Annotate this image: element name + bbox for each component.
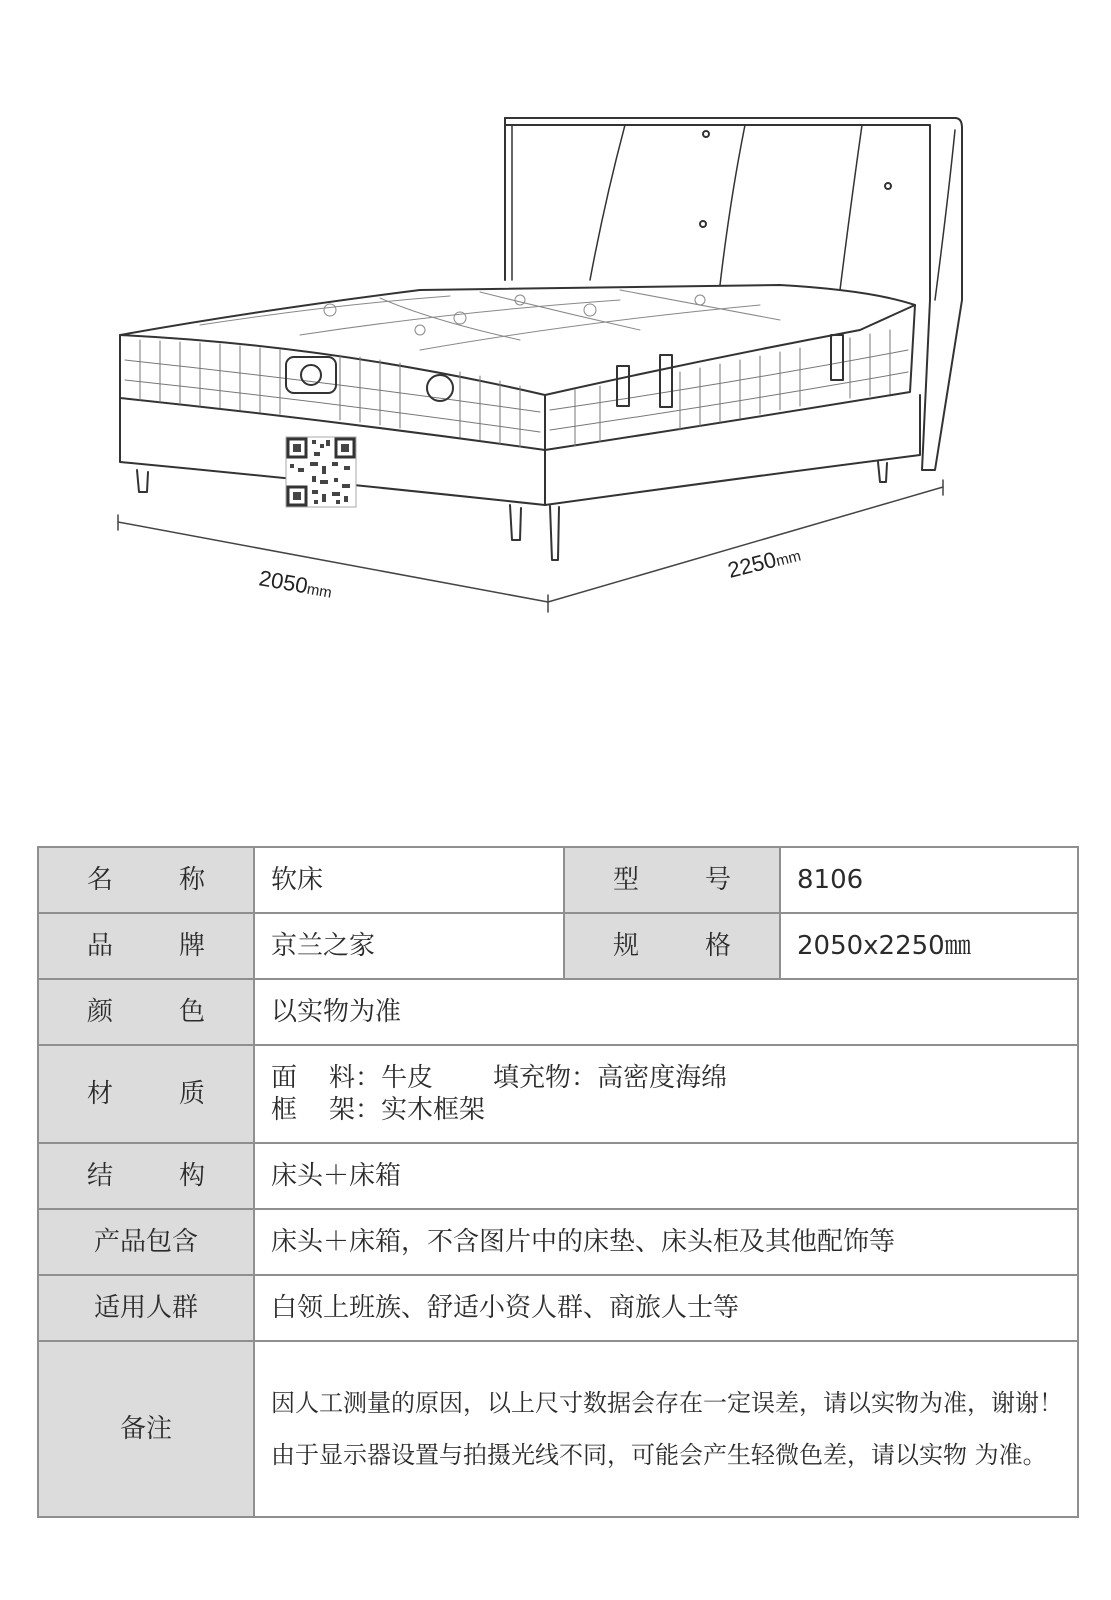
- material-value: [254, 1045, 1078, 1143]
- model-label-text: 型 号: [613, 864, 731, 895]
- filling-value: 高密度海绵: [597, 1062, 728, 1093]
- mattress: [120, 285, 915, 450]
- name-label-text: 名 称: [87, 864, 205, 895]
- notes-value: [254, 1341, 1078, 1517]
- audience-label: 适用人群: [38, 1275, 254, 1341]
- model-label: [564, 847, 780, 913]
- table-row: [38, 979, 1078, 1045]
- bed-illustration: [0, 0, 1111, 640]
- brand-label: [38, 913, 254, 979]
- table-row: [38, 847, 1078, 913]
- size-label-text: 规 格: [613, 930, 731, 961]
- frame-value: 实木框架: [381, 1095, 486, 1125]
- fabric-value: 牛皮: [381, 1062, 434, 1093]
- material-label: [38, 1045, 254, 1143]
- table-row: [38, 913, 1078, 979]
- color-label: [38, 979, 254, 1045]
- headboard: [505, 118, 962, 470]
- package-value: 床头＋床箱，不含图片中的床垫、床头柜及其他配饰等: [254, 1209, 1078, 1275]
- table-row: [38, 1143, 1078, 1209]
- name-value: 软床: [254, 847, 564, 913]
- brand-value: 京兰之家: [254, 913, 564, 979]
- package-label: 产品包含: [38, 1209, 254, 1275]
- table-row: [38, 1341, 1078, 1517]
- brand-label-text: 品 牌: [87, 930, 205, 961]
- note-line-1: 因人工测量的原因，以上尺寸数据会存在一定误差，请以实物为准，谢谢！: [271, 1389, 1063, 1417]
- dimension-lines: [118, 480, 943, 612]
- length-dimension-label: 2250mm: [725, 546, 803, 583]
- structure-label: [38, 1143, 254, 1209]
- audience-value: 白领上班族、舒适小资人群、商旅人士等: [254, 1275, 1078, 1341]
- qr-code: [286, 437, 356, 507]
- material-line-2: 框 架 ：实木框架: [271, 1095, 486, 1125]
- spec-table: [37, 846, 1079, 1518]
- structure-label-text: 结 构: [87, 1160, 205, 1191]
- structure-value: 床头＋床箱: [254, 1143, 1078, 1209]
- table-row: [38, 1209, 1078, 1275]
- table-row: [38, 1045, 1078, 1143]
- table-row: [38, 1275, 1078, 1341]
- fabric-key: 面 料: [271, 1062, 355, 1093]
- size-value: 2050x2250㎜: [780, 913, 1078, 979]
- filling-key: 填充物: [493, 1062, 572, 1093]
- material-label-text: 材 质: [87, 1078, 205, 1109]
- note-line-2: 由于显示器设置与拍摄光线不同，可能会产生轻微色差，请以实物 为准。: [271, 1441, 1047, 1469]
- color-label-text: 颜 色: [87, 996, 205, 1027]
- width-dimension-label: 2050mm: [257, 565, 334, 602]
- notes-label: 备注: [38, 1341, 254, 1517]
- model-value: 8106: [780, 847, 1078, 913]
- frame-key: 框 架: [271, 1095, 355, 1125]
- size-label: [564, 913, 780, 979]
- name-label: [38, 847, 254, 913]
- color-value: 以实物为准: [254, 979, 1078, 1045]
- material-line-1: 面 料 ：牛皮 填充物：高密度海绵: [271, 1062, 728, 1093]
